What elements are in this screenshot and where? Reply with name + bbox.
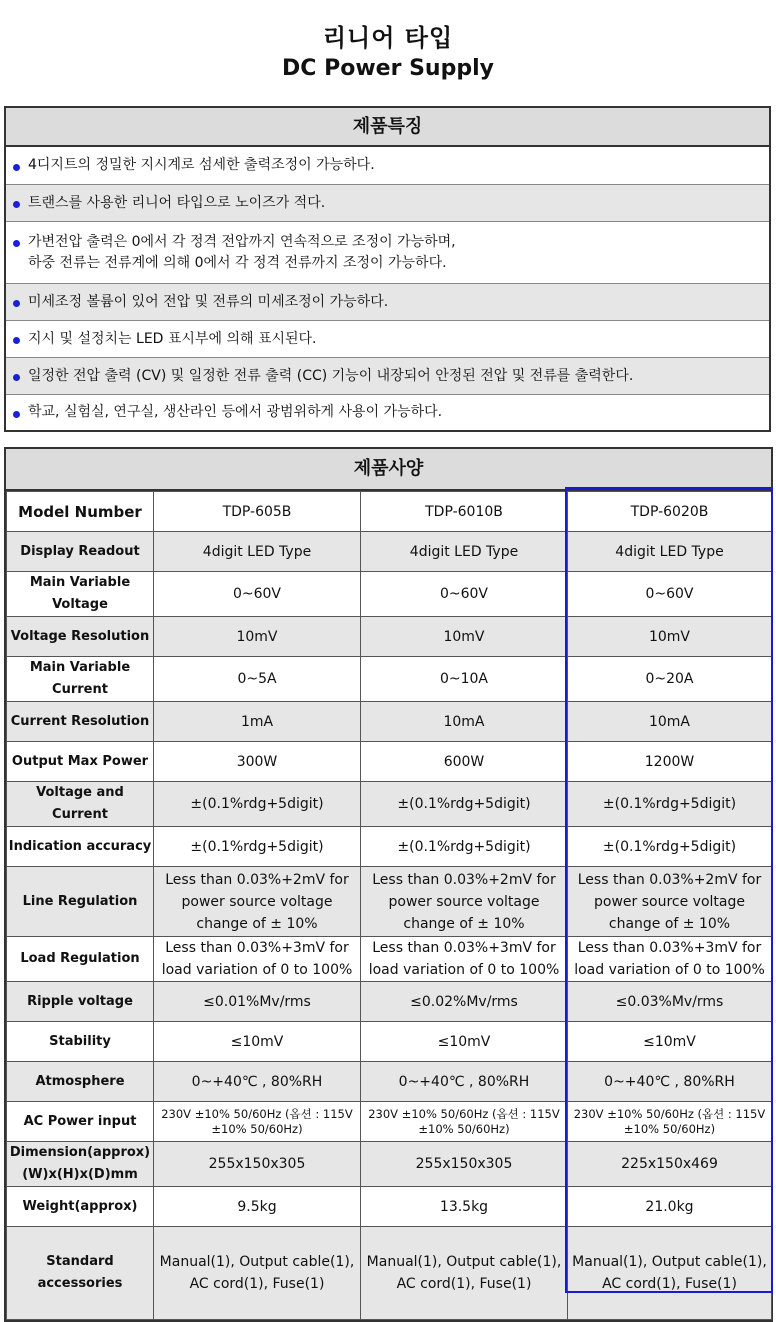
spec-cell: TDP-6010B	[361, 492, 568, 532]
table-row	[7, 492, 772, 532]
page-title-korean: 리니어 타입	[322, 24, 454, 52]
spec-cell: 10mV	[154, 617, 361, 657]
spec-cell: Manual(1), Output cable(1), AC cord(1), Fuse(1)	[361, 1227, 568, 1320]
spec-cell: 225x150x469	[568, 1142, 772, 1187]
spec-cell: Manual(1), Output cable(1), AC cord(1), Fuse(1)	[154, 1227, 361, 1320]
bullet-dot-icon	[13, 374, 20, 381]
spec-cell: 0~+40℃ , 80%RH	[568, 1062, 772, 1102]
spec-cell: Less than 0.03%+3mV for load variation of 0 to 100%	[361, 937, 568, 982]
spec-cell: Less than 0.03%+2mV for power source voltage change of ± 10%	[154, 867, 361, 937]
table-row	[7, 702, 772, 742]
table-row	[7, 1102, 772, 1142]
row-label: AC Power input	[7, 1102, 154, 1142]
table-row	[7, 937, 772, 982]
spec-cell: 300W	[154, 742, 361, 782]
feature-text: 가변전압 출력은 0에서 각 정격 전압까지 연속적으로 조정이 가능하며,	[28, 233, 456, 250]
spec-cell: 255x150x305	[154, 1142, 361, 1187]
table-row	[7, 1227, 772, 1320]
feature-text: 하중 전류는 전류계에 의해 0에서 각 정격 전류까지 조정이 가능하다.	[28, 254, 447, 271]
feature-item	[6, 283, 769, 320]
row-label: Display Readout	[7, 532, 154, 572]
specs-table	[6, 491, 772, 1320]
spec-cell: ≤10mV	[361, 1022, 568, 1062]
spec-cell: 10mV	[568, 617, 772, 657]
bullet-dot-icon	[13, 411, 20, 418]
row-label: Line Regulation	[7, 867, 154, 937]
spec-cell: TDP-6020B	[568, 492, 772, 532]
spec-cell: 0~60V	[568, 572, 772, 617]
spec-cell: 0~+40℃ , 80%RH	[361, 1062, 568, 1102]
spec-cell: Less than 0.03%+3mV for load variation of 0 to 100%	[154, 937, 361, 982]
spec-cell: 230V ±10% 50/60Hz (옵션 : 115V ±10% 50/60Hz)	[568, 1102, 772, 1142]
table-row	[7, 867, 772, 937]
row-label: Voltage Resolution	[7, 617, 154, 657]
spec-cell: 0~+40℃ , 80%RH	[154, 1062, 361, 1102]
row-label: Atmosphere	[7, 1062, 154, 1102]
spec-cell: 0~10A	[361, 657, 568, 702]
feature-text: 지시 및 설정치는 LED 표시부에 의해 표시된다.	[28, 330, 317, 347]
feature-text: 미세조정 볼륨이 있어 전압 및 전류의 미세조정이 가능하다.	[28, 293, 389, 310]
bullet-dot-icon	[13, 164, 20, 171]
spec-cell: 0~20A	[568, 657, 772, 702]
spec-cell: ≤10mV	[154, 1022, 361, 1062]
spec-cell: 1200W	[568, 742, 772, 782]
specs-box	[4, 447, 773, 1322]
bullet-dot-icon	[13, 337, 20, 344]
feature-item	[6, 184, 769, 221]
spec-cell: 230V ±10% 50/60Hz (옵션 : 115V ±10% 50/60Hz)	[361, 1102, 568, 1142]
spec-cell: ≤0.01%Mv/rms	[154, 982, 361, 1022]
row-label: Main Variable Current	[7, 657, 154, 702]
table-row	[7, 1142, 772, 1187]
table-row	[7, 1187, 772, 1227]
spec-cell: 0~60V	[154, 572, 361, 617]
spec-cell: 21.0kg	[568, 1187, 772, 1227]
spec-cell: 1mA	[154, 702, 361, 742]
feature-item	[6, 320, 769, 357]
spec-cell: ±(0.1%rdg+5digit)	[361, 782, 568, 827]
spec-cell: 255x150x305	[361, 1142, 568, 1187]
features-list	[6, 147, 769, 430]
spec-cell: 13.5kg	[361, 1187, 568, 1227]
feature-text: 4디지트의 정밀한 지시계로 섬세한 출력조정이 가능하다.	[28, 157, 375, 173]
spec-cell: ≤0.02%Mv/rms	[361, 982, 568, 1022]
row-label: Dimension(approx) (W)x(H)x(D)mm	[7, 1142, 154, 1187]
feature-text: 학교, 실험실, 연구실, 생산라인 등에서 광범위하게 사용이 가능하다.	[28, 404, 443, 420]
spec-cell: ±(0.1%rdg+5digit)	[568, 827, 772, 867]
spec-cell: 4digit LED Type	[154, 532, 361, 572]
spec-cell: ±(0.1%rdg+5digit)	[361, 827, 568, 867]
table-row	[7, 1022, 772, 1062]
row-label: Output Max Power	[7, 742, 154, 782]
feature-item	[6, 221, 769, 283]
table-row	[7, 617, 772, 657]
spec-cell: TDP-605B	[154, 492, 361, 532]
feature-item	[6, 357, 769, 394]
spec-cell: 4digit LED Type	[568, 532, 772, 572]
spec-cell: Less than 0.03%+2mV for power source voltage change of ± 10%	[361, 867, 568, 937]
feature-text: 트랜스를 사용한 리니어 타입으로 노이즈가 적다.	[28, 194, 326, 211]
table-row	[7, 782, 772, 827]
spec-cell: Manual(1), Output cable(1), AC cord(1), Fuse(1)	[568, 1227, 772, 1320]
row-label: Stability	[7, 1022, 154, 1062]
bullet-dot-icon	[13, 300, 20, 307]
spec-cell: 4digit LED Type	[361, 532, 568, 572]
table-row	[7, 657, 772, 702]
spec-cell: ≤0.03%Mv/rms	[568, 982, 772, 1022]
feature-text: 일정한 전압 출력 (CV) 및 일정한 전류 출력 (CC) 기능이 내장되어 안정된 전압 및 전류를 출력한다.	[28, 367, 634, 384]
spec-cell: ±(0.1%rdg+5digit)	[154, 782, 361, 827]
spec-cell: ±(0.1%rdg+5digit)	[568, 782, 772, 827]
row-label: Model Number	[7, 492, 154, 532]
row-label: Weight(approx)	[7, 1187, 154, 1227]
features-box	[4, 106, 771, 432]
spec-cell: Less than 0.03%+2mV for power source voltage change of ± 10%	[568, 867, 772, 937]
spec-cell: 230V ±10% 50/60Hz (옵션 : 115V ±10% 50/60Hz)	[154, 1102, 361, 1142]
bullet-dot-icon	[13, 240, 20, 247]
row-label: Load Regulation	[7, 937, 154, 982]
table-row	[7, 742, 772, 782]
row-label: Indication accuracy	[7, 827, 154, 867]
specs-header: 제품사양	[6, 449, 771, 491]
spec-cell: 0~5A	[154, 657, 361, 702]
spec-cell: 0~60V	[361, 572, 568, 617]
features-header: 제품특징	[6, 108, 769, 147]
spec-cell: 10mA	[361, 702, 568, 742]
row-label: Standard accessories	[7, 1227, 154, 1320]
table-row	[7, 827, 772, 867]
row-label: Ripple voltage	[7, 982, 154, 1022]
spec-cell: 10mV	[361, 617, 568, 657]
spec-cell: ±(0.1%rdg+5digit)	[154, 827, 361, 867]
table-row	[7, 532, 772, 572]
row-label: Main Variable Voltage	[7, 572, 154, 617]
table-row	[7, 572, 772, 617]
bullet-dot-icon	[13, 201, 20, 208]
page-title-english: DC Power Supply	[282, 56, 494, 81]
row-label: Voltage and Current	[7, 782, 154, 827]
table-row	[7, 982, 772, 1022]
feature-item	[6, 147, 769, 184]
spec-cell: ≤10mV	[568, 1022, 772, 1062]
spec-cell: 10mA	[568, 702, 772, 742]
row-label: Current Resolution	[7, 702, 154, 742]
spec-cell: 600W	[361, 742, 568, 782]
spec-cell: 9.5kg	[154, 1187, 361, 1227]
table-row	[7, 1062, 772, 1102]
feature-item	[6, 394, 769, 430]
spec-cell: Less than 0.03%+3mV for load variation of 0 to 100%	[568, 937, 772, 982]
